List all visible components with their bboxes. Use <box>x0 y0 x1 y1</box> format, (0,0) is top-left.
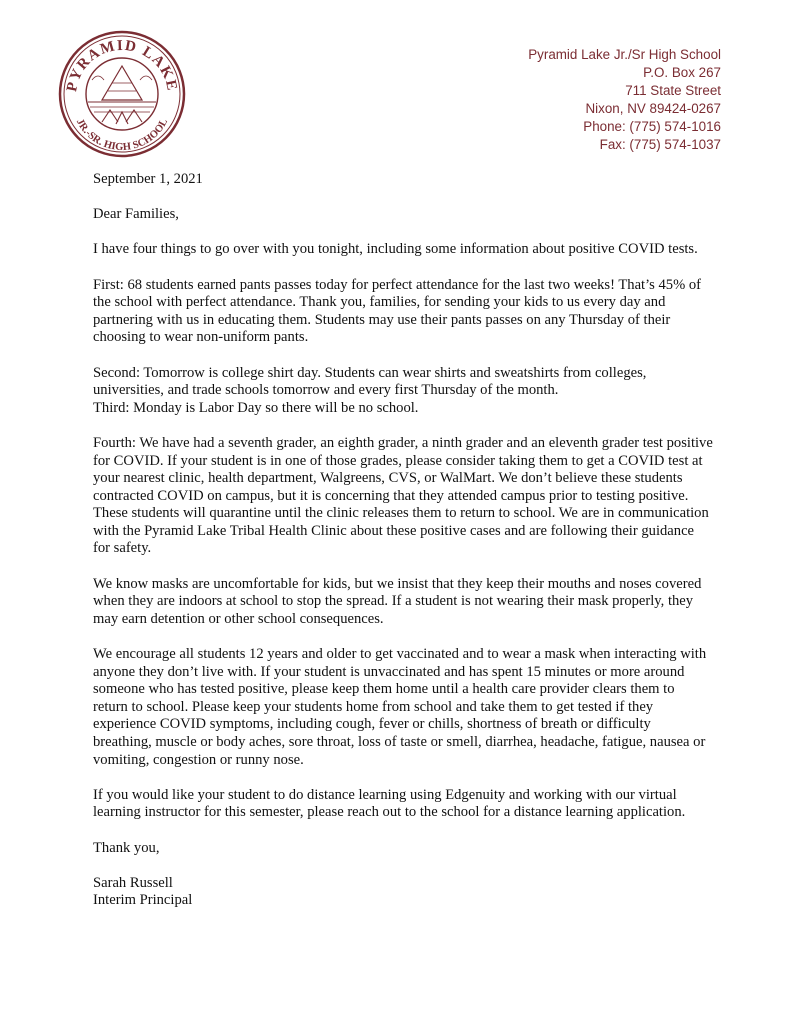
school-seal-logo <box>58 30 186 158</box>
signer-name: Sarah Russell <box>93 874 173 891</box>
closing: Thank you, <box>93 839 160 856</box>
svg-text:JR.-SR. HIGH SCHOOL: JR.-SR. HIGH SCHOOL <box>73 117 171 154</box>
phone-number: Phone: (775) 574-1016 <box>583 118 721 134</box>
svg-text:PYRAMID LAKE: PYRAMID LAKE <box>64 37 180 94</box>
school-address-block <box>528 46 721 153</box>
second-item-paragraph: Second: Tomorrow is college shirt day. Students can wear shirts and sweatshirts from colleges, universities, and trade schools tomorrow and every first Thursday of the month. <box>93 364 647 399</box>
distance-learning-paragraph: If you would like your student to do distance learning using Edgenuity and working with our virtual learning instructor for this semester, please reach out to the school for a distance learning application. <box>93 786 686 821</box>
intro-paragraph: I have four things to go over with you tonight, including some information about positive COVID tests. <box>93 241 698 258</box>
first-item-paragraph: First: 68 students earned pants passes today for perfect attendance for the last two weeks! That’s 45% of the school with perfect attendance. Thank you, families, for sending your kids to us every day and partnering with us in educating them. Students may use their pants passes on any Thursday of their choosing to wear non-uniform pants. <box>93 276 702 346</box>
po-box: P.O. Box 267 <box>643 64 721 80</box>
school-name: Pyramid Lake Jr./Sr High School <box>528 47 721 62</box>
letter-date: September 1, 2021 <box>93 171 203 187</box>
masks-paragraph: We know masks are uncomfortable for kids, but we insist that they keep their mouths and noses covered when they are indoors at school to stop the spread. If a student is not wearing their mask properly, they may earn detention or other school consequences. <box>93 575 702 627</box>
fax-number: Fax: (775) 574-1037 <box>599 136 721 152</box>
vaccines-paragraph: We encourage all students 12 years and older to get vaccinated and to wear a mask when interacting with anyone they don’t live with. If your student is unvaccinated and has spent 15 minutes or more around someone who has tested positive, please keep them home until a health care provider clears them to return to school. Please keep your students home from school and take them to get tested if they experience COVID symptoms, including cough, fever or chills, shortness of breath or difficulty breathing, muscle or body aches, sore throat, loss of taste or smell, diarrhea, headache, fatigue, nausea or vomiting, congestion or runny nose. <box>93 646 707 768</box>
letter-body <box>93 171 713 910</box>
city-state-zip: Nixon, NV 89424-0267 <box>585 100 721 116</box>
street-address: 711 State Street <box>625 82 721 98</box>
signer-title: Interim Principal <box>93 892 193 909</box>
salutation: Dear Families, <box>93 206 179 223</box>
third-item-paragraph: Third: Monday is Labor Day so there will be no school. <box>93 399 419 416</box>
fourth-item-paragraph: Fourth: We have had a seventh grader, an eighth grader, a ninth grader and an eleventh grader test positive for COVID. If your student is in one of those grades, please consider taking them to get a COVID test at your nearest clinic, health department, Walgreens, CVS, or WalMart. We don’t believe these students contracted COVID on campus, but it is concerning that they attended campus prior to testing positive. These students will quarantine until the clinic releases them to return to school. We are in communication with the Pyramid Lake Tribal Health Clinic about these positive cases and are following their guidance for safety. <box>93 434 713 557</box>
